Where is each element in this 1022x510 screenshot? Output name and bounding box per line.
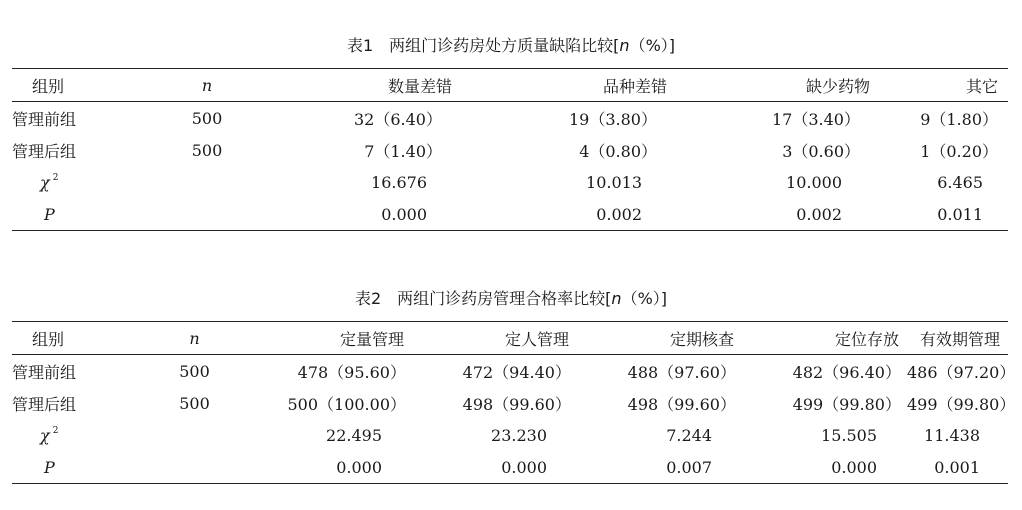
- table1-p-n: [92, 198, 292, 231]
- table2-p-n: [92, 451, 257, 484]
- table2-row1-c3: 472（94.40）: [462, 362, 571, 382]
- table2-row2-c2: 500（100.00）: [287, 394, 406, 414]
- table2-header-periodic-check: 定期核查: [577, 322, 742, 355]
- table2-row1-n: 500: [179, 361, 210, 381]
- table1-row2-group: 管理后组: [12, 141, 77, 161]
- table2-header-row: [12, 322, 1008, 355]
- table2-chi-c5: 15.505: [821, 425, 877, 445]
- table2: [12, 321, 1016, 484]
- table1-row2-quantity: 7（1.40）: [364, 141, 442, 161]
- table2-caption: [0, 286, 1022, 309]
- table2-row2-n: 500: [179, 393, 210, 413]
- table1-p-quantity: 0.000: [381, 204, 427, 224]
- table2-row1-c5: 482（96.40）: [792, 362, 901, 382]
- table1-chi-quantity: 16.676: [371, 172, 427, 192]
- table2-row2-group: 管理后组: [12, 394, 77, 414]
- table-row: [12, 451, 1008, 484]
- chi-symbol: χ: [40, 425, 50, 445]
- table1-row1-group: 管理前组: [12, 109, 77, 129]
- table1-caption-text: 表1 两组门诊药房处方质量缺陷比较[: [346, 36, 620, 55]
- table1-caption-tail: （%）]: [629, 36, 676, 55]
- table1-chi-n: [92, 166, 292, 198]
- table1-row1-variety: 19（3.80）: [569, 109, 657, 129]
- table1-chi-missing: 10.000: [786, 172, 842, 192]
- table1-row1-quantity: 32（6.40）: [354, 109, 442, 129]
- table-row: [12, 387, 1008, 419]
- table-row: [12, 166, 1008, 198]
- table1-header-variety-error: 品种差错: [482, 69, 697, 102]
- table1-caption-n: n: [619, 36, 630, 55]
- table2-row2-c3: 498（99.60）: [462, 394, 571, 414]
- table2-header-fixed-storage: 定位存放: [742, 322, 907, 355]
- table2-row1-c6: 486（97.20）: [907, 362, 1016, 382]
- chi-symbol: χ: [40, 172, 50, 192]
- table1-row2-missing: 3（0.60）: [782, 141, 860, 161]
- table1-header-quantity-error: 数量差错: [292, 69, 482, 102]
- table2-p-c6: 0.001: [934, 457, 980, 477]
- table2-row2-c6: 499（99.80）: [907, 394, 1016, 414]
- table2-chi-c4: 7.244: [666, 425, 712, 445]
- table2-row1-c2: 478（95.60）: [297, 362, 406, 382]
- table2-caption-n: n: [611, 289, 622, 308]
- chi-superscript: 2: [52, 172, 59, 183]
- table1-header-row: [12, 69, 1008, 102]
- table1-header-group: 组别: [12, 69, 92, 102]
- table2-caption-tail: （%）]: [621, 289, 668, 308]
- table2-chi-label: [12, 419, 92, 451]
- table1-p-variety: 0.002: [596, 204, 642, 224]
- table-row: [12, 355, 1008, 388]
- table1: [12, 68, 1008, 231]
- table1-row1-missing: 17（3.40）: [772, 109, 860, 129]
- table2-p-c4: 0.007: [666, 457, 712, 477]
- table2-caption-text: 表2 两组门诊药房管理合格率比较[: [354, 289, 612, 308]
- table1-row2-variety: 4（0.80）: [579, 141, 657, 161]
- table1-chi-other: 6.465: [937, 172, 983, 192]
- table2-header-n: n: [92, 322, 257, 355]
- table2-chi-n: [92, 419, 257, 451]
- table-row: [12, 134, 1008, 166]
- table1-row2-other: 1（0.20）: [920, 141, 998, 161]
- table1-chi-variety: 10.013: [586, 172, 642, 192]
- table2-header-group: 组别: [12, 322, 92, 355]
- table2-chi-c3: 23.230: [491, 425, 547, 445]
- table2-p-label: P: [44, 457, 55, 477]
- table2-p-c5: 0.000: [831, 457, 877, 477]
- table2-row2-c5: 499（99.80）: [792, 394, 901, 414]
- table-row: [12, 198, 1008, 231]
- table2-p-c2: 0.000: [336, 457, 382, 477]
- table1-p-label: P: [44, 204, 55, 224]
- table1-row1-other: 9（1.80）: [920, 109, 998, 129]
- table1-header-missing-drug: 缺少药物: [697, 69, 882, 102]
- table2-chi-c2: 22.495: [326, 425, 382, 445]
- table2-header-personnel-mgmt: 定人管理: [412, 322, 577, 355]
- table1-header-other: 其它: [882, 69, 1008, 102]
- table1-chi-label: [12, 166, 92, 198]
- table-row: [12, 419, 1008, 451]
- table2-header-quantity-mgmt: 定量管理: [257, 322, 412, 355]
- table1-caption: [0, 33, 1022, 56]
- chi-superscript: 2: [52, 425, 59, 436]
- table2-row2-c4: 498（99.60）: [627, 394, 736, 414]
- table2-row1-c4: 488（97.60）: [627, 362, 736, 382]
- table-row: [12, 102, 1008, 135]
- table2-chi-c6: 11.438: [924, 425, 980, 445]
- table1-p-other: 0.011: [937, 204, 983, 224]
- table2-p-c3: 0.000: [501, 457, 547, 477]
- table1-p-missing: 0.002: [796, 204, 842, 224]
- table1-row1-n: 500: [191, 108, 223, 128]
- table1-row2-n: 500: [191, 140, 223, 160]
- table1-header-n: n: [92, 69, 292, 102]
- table2-header-expiry-mgmt: 有效期管理: [907, 322, 1008, 355]
- table2-row1-group: 管理前组: [12, 362, 77, 382]
